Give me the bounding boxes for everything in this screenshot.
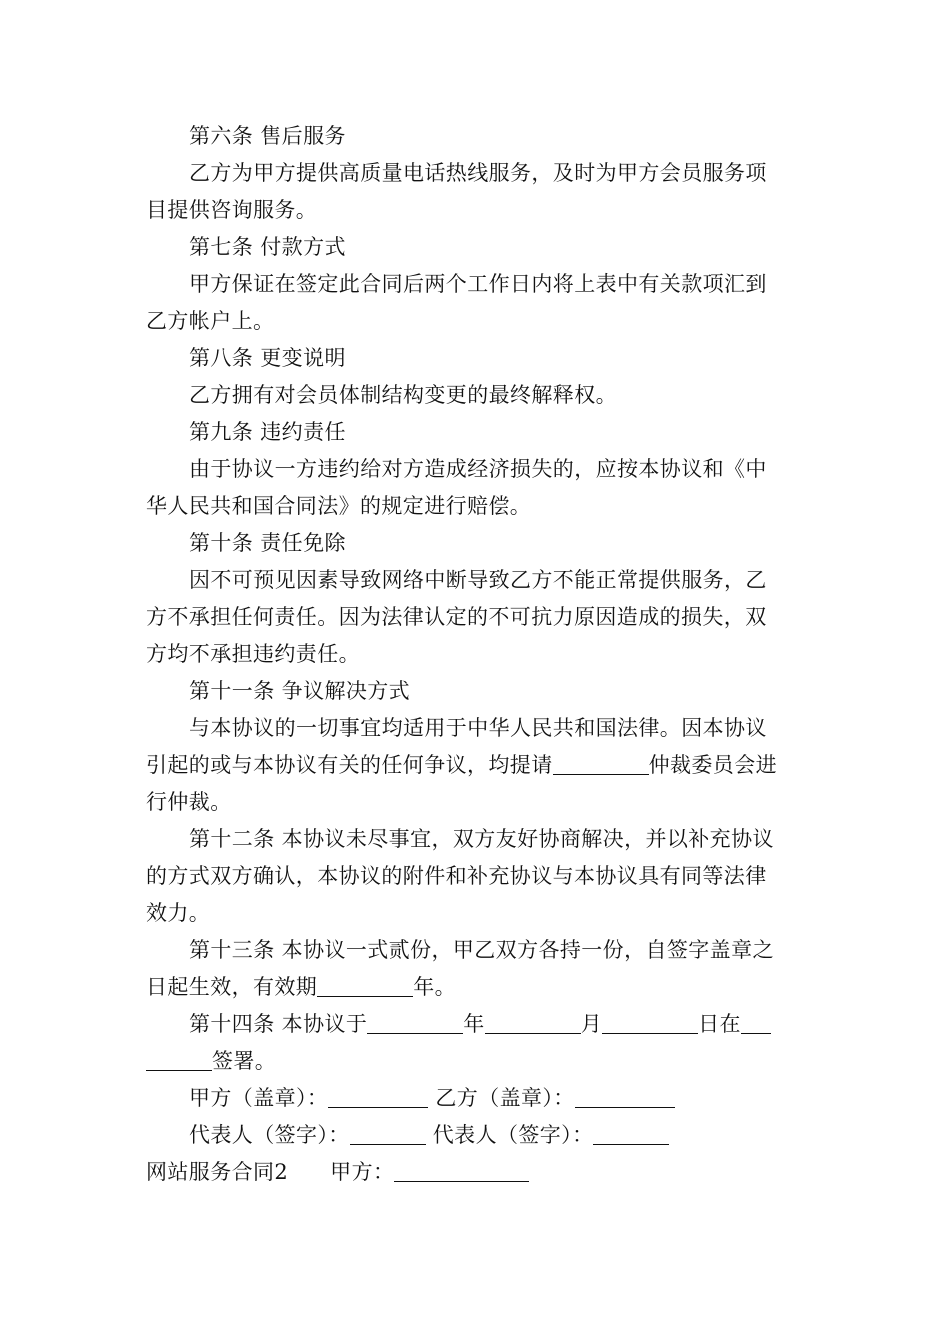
article-14-body-line-1-start: 第十四条 本协议于: [189, 1012, 368, 1036]
sign-place-blank-start[interactable]: [741, 1011, 771, 1034]
year-label: 年: [463, 1012, 485, 1036]
article-7-heading: 第七条 付款方式: [189, 235, 346, 259]
article-7-body-line-2: 乙方帐户上。: [146, 309, 275, 333]
article-10-body-line-2: 方不承担任何责任。因为法律认定的不可抗力原因造成的损失，双: [146, 605, 767, 629]
party-a-seal-blank[interactable]: [328, 1085, 428, 1108]
article-7-body-line-1: 甲方保证在签定此合同后两个工作日内将上表中有关款项汇到: [189, 272, 767, 296]
arbitration-committee-blank[interactable]: [553, 752, 649, 775]
article-9-body-line-2: 华人民共和国合同法》的规定进行赔偿。: [146, 494, 532, 518]
article-10-body-line-3: 方均不承担违约责任。: [146, 642, 360, 666]
party-a-seal-label: 甲方（盖章）：: [189, 1086, 329, 1110]
article-12-body-line-2: 的方式双方确认，本协议的附件和补充协议与本协议具有同等法律: [146, 864, 767, 888]
next-contract-party-a-label: 甲方：: [330, 1160, 395, 1184]
party-b-seal-label: 乙方（盖章）：: [435, 1086, 575, 1110]
next-contract-line: [146, 1154, 806, 1191]
next-contract-party-a-blank[interactable]: [394, 1159, 529, 1182]
validity-years-blank[interactable]: [317, 974, 413, 997]
article-11-body-line-2: [146, 747, 806, 784]
article-10-heading: 第十条 责任免除: [189, 531, 346, 555]
article-6-body-line-1: 乙方为甲方提供高质量电话热线服务，及时为甲方会员服务项: [189, 161, 767, 185]
article-13-body-line-2-end: 年。: [413, 975, 457, 999]
article-13-body-line-2: [146, 969, 806, 1006]
sign-month-blank[interactable]: [485, 1011, 581, 1034]
article-6-body-line-2: 目提供咨询服务。: [146, 198, 318, 222]
representative-line: [146, 1117, 806, 1154]
article-11-heading: 第十一条 争议解决方式: [189, 679, 411, 703]
sign-place-blank-end[interactable]: [146, 1048, 212, 1071]
rep-b-label: 代表人（签字）：: [432, 1123, 594, 1147]
article-11-body-line-2-end: 仲裁委员会进: [648, 753, 778, 777]
rep-a-label: 代表人（签字）：: [189, 1123, 350, 1147]
article-11-body-line-2-start: 引起的或与本协议有关的任何争议，均提请: [146, 753, 553, 777]
article-13-body-line-1: 第十三条 本协议一式贰份，甲乙双方各持一份，自签字盖章之: [189, 938, 774, 962]
next-contract-title: 网站服务合同2: [146, 1160, 289, 1184]
article-13-body-line-2-start: 日起生效，有效期: [146, 975, 318, 999]
article-8-heading: 第八条 更变说明: [189, 346, 346, 370]
article-11-body-line-1: 与本协议的一切事宜均适用于中华人民共和国法律。因本协议: [189, 716, 767, 740]
day-at-label: 日在: [698, 1012, 741, 1036]
sign-day-blank[interactable]: [602, 1011, 698, 1034]
signed-label: 签署。: [212, 1049, 277, 1073]
rep-b-blank[interactable]: [593, 1122, 669, 1145]
article-6-heading: 第六条 售后服务: [189, 124, 346, 148]
article-11-body-line-3: 行仲裁。: [146, 790, 232, 814]
party-b-seal-blank[interactable]: [575, 1085, 675, 1108]
article-12-body-line-3: 效力。: [146, 901, 211, 925]
article-14-body-line-1: [146, 1006, 806, 1043]
article-12-body-line-1: 第十二条 本协议未尽事宜，双方友好协商解决，并以补充协议: [189, 827, 774, 851]
seal-line: [146, 1080, 806, 1117]
rep-a-blank[interactable]: [350, 1122, 426, 1145]
sign-year-blank[interactable]: [367, 1011, 463, 1034]
article-10-body-line-1: 因不可预见因素导致网络中断导致乙方不能正常提供服务，乙: [189, 568, 767, 592]
document-body: [146, 118, 806, 1191]
article-9-heading: 第九条 违约责任: [189, 420, 346, 444]
article-9-body-line-1: 由于协议一方违约给对方造成经济损失的，应按本协议和《中: [189, 457, 767, 481]
article-14-body-line-2: [146, 1043, 806, 1080]
month-label: 月: [580, 1012, 603, 1036]
article-8-body-line-1: 乙方拥有对会员体制结构变更的最终解释权。: [189, 383, 617, 407]
